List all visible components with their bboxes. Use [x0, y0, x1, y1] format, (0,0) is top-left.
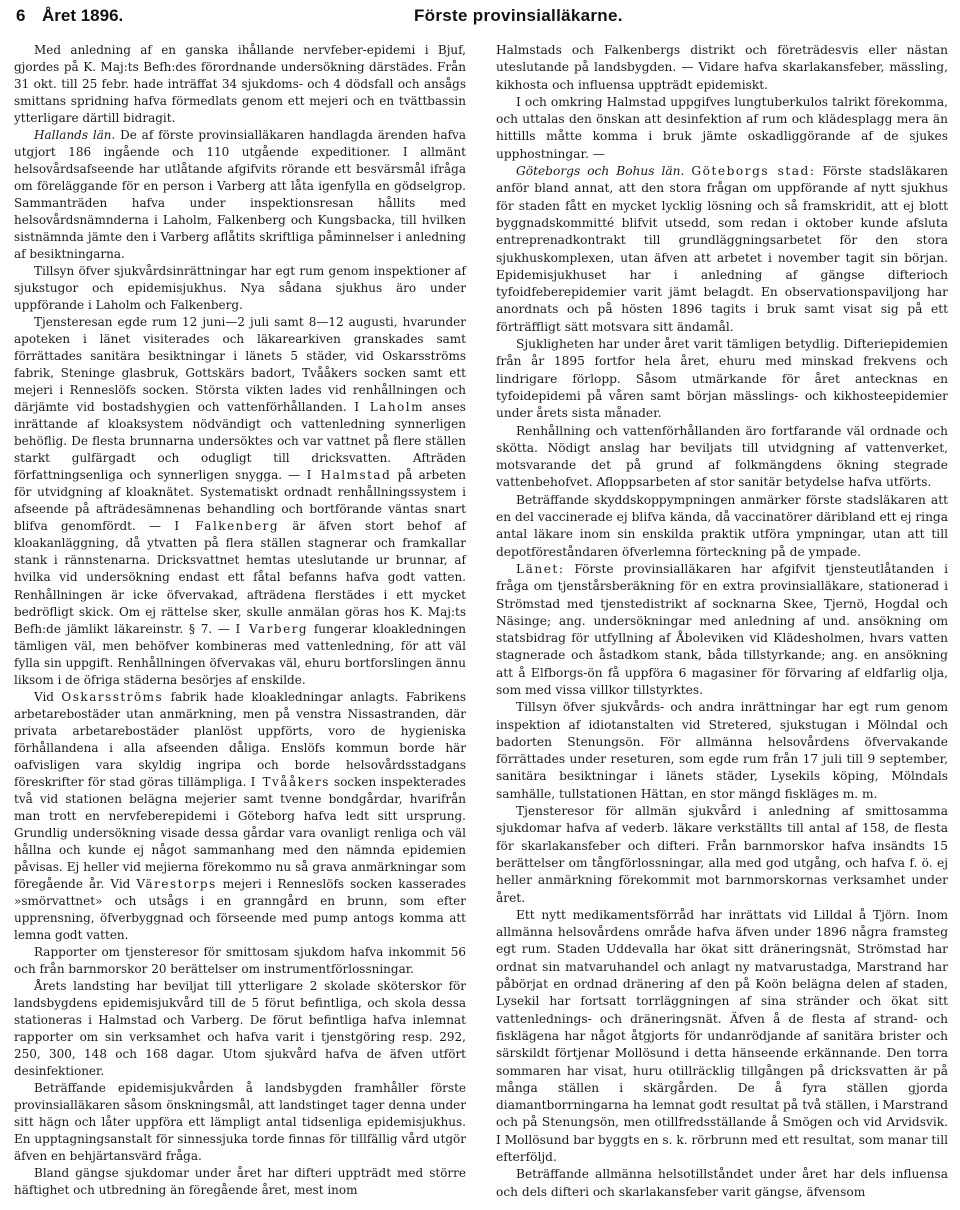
paragraph-text: Tjensteresan egde rum 12 juni—2 juli samt 8—12 augusti, hvarunder apoteken i länet visiterades och läkarearkiven granskades samt förrättades sanitära besiktningar i länets 5 städer, vid Oskarsströms fabrik, Steninge glasbruk, Gottskärs badort, Tvååkers socken samt ett mejeri i Renneslöfs socken. Största vikten lades vid renhållningen och därjämte vid bostadshygien och vattenförhållanden.: [14, 315, 466, 415]
paragraph-text: Vid: [34, 689, 54, 704]
paragraph-text: Förste provinsialläkaren har afgifvit tjensteutlåtanden i fråga om tjenstårsberäkning för en extra provinsialläkare, stationerad i Strömstad med tjenstedistrikt af socknarna Skee, Tjernö, Hogdal och Näsinge; ang. undersökningar med anledning af und. ansökning om statsbidrag för utfyllning af Åboleviken vid Klädesholmen, hvars vatten stagnerade och åstadkom stank, båda tillstyrkande; ang. en ansökning att å Elfborgs-ön få uppföra 6 magasiner för förvaring af eldfarlig olja, som med vissa villkor tillstyrktes.: [496, 561, 949, 697]
paragraph: Tjensteresor för allmän sjukvård i anledning af smittosamma sjukdomar hafva af vederb. läkare verkställts till antal af 158, de flesta för skarlakansfeber och difteri. Från barnmorskor hafva insändts 15 berättelser om tångförlossningar, alla med god utgång, och hafva f. ö. ej heller anmärkning förekommit mot barnmorskornas verksamhet under året.: [496, 804, 948, 905]
paragraph: Ett nytt medikamentsförråd har inrättats vid Lilldal å Tjörn. Inom allmänna helsovårdens område hafva äfven under 1896 några framsteg egt rum. Staden Uddevalla har ökat sitt dräneringsnät, Strömstad har ordnat sin matvaruhandel och anlagt ny matvarustadga, Marstrand har påbörjat en ordnad dränering af den på Koön belägna delen af staden, Lysekil har fortsatt torrläggningen af sina stränder och ökat sitt vattenlednings- och dräneringsnät. Äfven å de flesta af strand- och fisklägena har något åtgjorts för undanrödjande af sanitära brister och särskildt förtjenar Mollösund i detta hänseende erkännande. Den torra sommaren har visat, huru otillräcklig tillgången på dricksvatten är på många ställen i skärgården. De å fyra ställen gjorda diamantborrningarna ha lemnat godt resultat på två ställen, i Marstrand och på Stenungsön, men otillfredsställande å Smögen och vid Arvidsvik. I Mollösund bar byggts en s. k. rörbrunn med ett resultat, som manar till efterföljd.: [496, 907, 948, 1164]
page-number: 6: [16, 6, 26, 25]
paragraph-text: anses inrättande af kloaksystem nödvändigt och vattenledning synnerligen behöflig. De flesta brunnarna undersöktes och var vattnet på flere ställen starkt gulfärgadt och odugligt till dricksvatten. Afträden författningsenliga och synnerligen snygga. —: [14, 400, 466, 483]
paragraph: Beträffande skyddskoppympningen anmärker förste stadsläkaren att en del vaccinerade ej blifva kända, då vaccinatörer däribland ett ej ringa antal läkare inom sin enskilda praktik utföra ympningar, utan att till depotföreståndaren öfverlemna förteckning på de ympade.: [496, 492, 948, 559]
paragraph: Tillsyn öfver sjukvårds- och andra inrättningar har egt rum genom inspektion af idiotanstalten vid Stretered, sjukstugan i Mölndal och badorten Stenungsön. För allmänna helsovårdens öfvervakande förrättades under reseturen, som egde rum från 17 juli till 9 september, sanitära besiktningar i länets städer, Lysekils köping, Mölndals samhälle, tullstationen Hättan, en stor mängd fiskläges m. m.: [496, 700, 948, 801]
place-varestorp: Värestorps: [136, 876, 217, 891]
right-column: [496, 42, 948, 1201]
lanet-heading: Länet:: [516, 561, 565, 576]
paragraph-text: fabrik hade kloakledningar anlagts. Fabrikens arbetarebostäder utan anmärkning, men på venstra Nissastranden, där privata arbetarebostäder planlöst uppförts, voro de hygieniska förhållandena i alla afseenden dåliga. Enslöfs kommun borde här oafvisligen vara skyldig ingripa och borde helsovårdsstadgans föreskrifter för stad göras tillämpliga.: [14, 689, 466, 789]
paragraph: Bland gängse sjukdomar under året har difteri uppträdt med större häftighet och utbredning än föregående året, mest inom: [14, 1166, 466, 1198]
paragraph: Årets landsting har beviljat till ytterligare 2 skolade sköterskor för landsbygdens epidemisjukvård till de 5 förut befintliga, och skola dessa stationeras i Halmstad och Varberg. De förut befintliga hafva inlemnat rapporter om sin verksamhet och hafva varit i tjenstgöring resp. 292, 250, 300, 148 och 168 dagar. Utom sjukvård hafva de äfven utfört desinfektioner.: [14, 978, 466, 1078]
paragraph: [14, 127, 466, 263]
place-heading-hallands: Hallands län.: [34, 128, 116, 143]
paragraph-text: Förste stadsläkaren anför bland annat, att den stora frågan om uppförande af nytt sjukhus för staden fått en mycket lycklig lösning och så framskridit, att ej blott byggnadskommitté blifvit utsedd, som redan i oktober kunde afsluta entreprenadkontrakt till grundläggningsarbetet för den stora sjukhuskomplexen, utan äfven att arbetet i november tagit sin början. Epidemisjukhuset har i anledning af gängse difterioch tyfoidfeberepidemier varit jämt belagdt. En observationspaviljong har anordnats och på hösten 1896 tagits i bruk samt visat sig på ett förträffligt sätt motsvara sitt ändamål.: [496, 164, 948, 334]
paragraph: Halmstads och Falkenbergs distrikt och företrädesvis eller nästan uteslutande på landsbygden. — Vidare hafva skarlakansfeber, mässling, kikhosta och influensa uppträdt epidemiskt.: [496, 43, 948, 92]
place-halmstad: I Halmstad: [306, 468, 392, 483]
place-laholm: I Laholm: [354, 400, 424, 415]
paragraph-text: De af förste provinsialläkaren handlagda ärenden hafva utgjort 186 ingående och 110 utgående expeditioner. I allmänt helsovårdsafseende har utlåtande afgifvits rörande ett besvärsmål ifråga om föreläggande för en person i Varberg att låta igenfylla en gödselgrop. Sammanträden hafva under inspektionsresan hållits med helsovårdsnämnderna i Laholm, Falkenberg och Kungsbacka, till hvilken sistnämnda jämte den i Varberg aflåtits skriftliga påminnelser i anledning af besiktningarna.: [14, 128, 466, 262]
paragraph-text: på arbeten för utvidgning af kloaknätet. Systematiskt ordnadt renhållningssystem i afseende på afträdesämnenas behandling och bortförande väntas snart blifva genomfördt. —: [14, 468, 466, 534]
paragraph: Beträffande allmänna helsotillståndet under året har dels influensa och dels difteri och skarlakansfeber varit gängse, äfvensom: [496, 1167, 948, 1199]
paragraph-text: socken inspekterades två vid stationen belägna mejerier samt tvenne bondgårdar, hvarifrån man trott en nervfeberepidemi i Göteborg hafva ledt sitt ursprung. Grundlig undersökning visade dessa gårdar vara ovanligt renliga och väl hållna och kunde ej något sammanhang med den nämnda epidemien påvisas. Ej heller vid mejierna förekommo nu så grava anmärkningar som föregående år. Vid: [14, 774, 466, 891]
year-title: Året 1896.: [42, 6, 124, 25]
paragraph: Rapporter om tjensteresor för smittosam sjukdom hafva inkommit 56 och från barnmorskor 20 berättelser om instrumentförlossningar.: [14, 944, 466, 976]
paragraph: [14, 314, 466, 688]
paragraph: I och omkring Halmstad uppgifves lungtuberkulos talrikt förekomma, och uttalas den önskan att desinfektion af rum och klädesplagg mera än hittills måtte komma i bruk jämte oskadliggörande af de sjukes upphostningar. —: [496, 94, 948, 161]
paragraph: Beträffande epidemisjukvården å landsbygden framhåller förste provinsialläkaren såsom önskningsmål, att landstinget tager denna under sitt hägn och låter uppföra ett lämpligt antal tidsenliga epidemisjukhus. En upptagningsanstalt för sinnessjuka torde finnas för tillfällig vård utgör äfven en behjärtansvärd fråga.: [14, 1080, 466, 1164]
paragraph-text: är äfven stort behof af kloakanläggning, då ytvatten på flera ställen stagnerar och framkallar stank i rännstenarna. Dricksvattnet hemtas uteslutande ur brunnar, af hvilka vid undersökning endast ett fåtal befanns hafva godt vatten. Renhållningen är icke öfvervakad, afträdena flerstädes i ett mycket bedröfligt skick. Om ej rättelse sker, skulle anmälan göras hos K. Maj:ts Befh:de jämlikt läkareinstr. § 7. —: [14, 519, 466, 636]
paragraph: [14, 689, 466, 944]
paragraph: Sjukligheten har under året varit tämligen betydlig. Difteriepidemien från år 1895 fortfor hela året, ehuru med minskad frekvens och lindrigare förlopp. Såsom utmärkande för året antecknas en tyfoidepidemi på våren samt början mässlings- och kikhosteepidemier under årets sista månader.: [496, 337, 948, 421]
running-title: Förste provinsialläkarne.: [414, 6, 623, 25]
paragraph: [496, 163, 948, 336]
paragraph: Tillsyn öfver sjukvårdsinrättningar har egt rum genom inspektioner af sjukstugor och epidemisjukhus. Nya sådana sjukhus äro under uppförande i Laholm och Falkenberg.: [14, 264, 466, 313]
left-column: [14, 42, 466, 1199]
place-falkenberg: I Falkenberg: [174, 519, 280, 534]
page-header: [16, 4, 944, 30]
paragraph: [496, 561, 948, 699]
place-goteborgs-stad: Göteborgs stad:: [691, 164, 816, 179]
paragraph-text: mejeri i Renneslöfs socken kasserades »smörvattnet» och utsågs i en granngård en brunn, som efter upprensning, öfverbyggnad och förseende med pump antogs komma att lemna godt vatten.: [14, 876, 466, 942]
paragraph: Med anledning af en ganska ihållande nervfeber-epidemi i Bjuf, gjordes på K. Maj:ts Befh:des förordnande undersökning därstädes. Från 31 okt. till 25 febr. hade inträffat 34 sjukdoms- och 4 dödsfall och ansågs smittans spridning hafva förmedlats genom ett mejeri och en tvättbassin ytterligare därtill bidragit.: [14, 43, 466, 126]
place-varberg: I Varberg: [235, 621, 309, 636]
paragraph: Renhållning och vattenförhållanden äro fortfarande väl ordnade och skötta. Nödigt anslag har beviljats till utvidgning af vattenverket, motsvarande det på grund af folkmängdens ökning stegrade vattenbehofvet. Afloppsarbeten af stor sanitär betydelse hafva utförts.: [496, 423, 948, 490]
paragraph-text: fungerar kloakledningen tämligen väl, men behöfver kombineras med vattenledning, för att väl fylla sin uppgift. Renhållningen öfvervakas väl, ehuru bortforslingen ännu liksom i de öfriga städerna besörjes af enskilde.: [14, 621, 466, 687]
place-heading-goteborg: Göteborgs och Bohus län.: [516, 164, 685, 179]
place-oskarsstrom: Oskarsströms: [61, 689, 164, 704]
place-tvaaker: I Tvååkers: [250, 774, 330, 789]
